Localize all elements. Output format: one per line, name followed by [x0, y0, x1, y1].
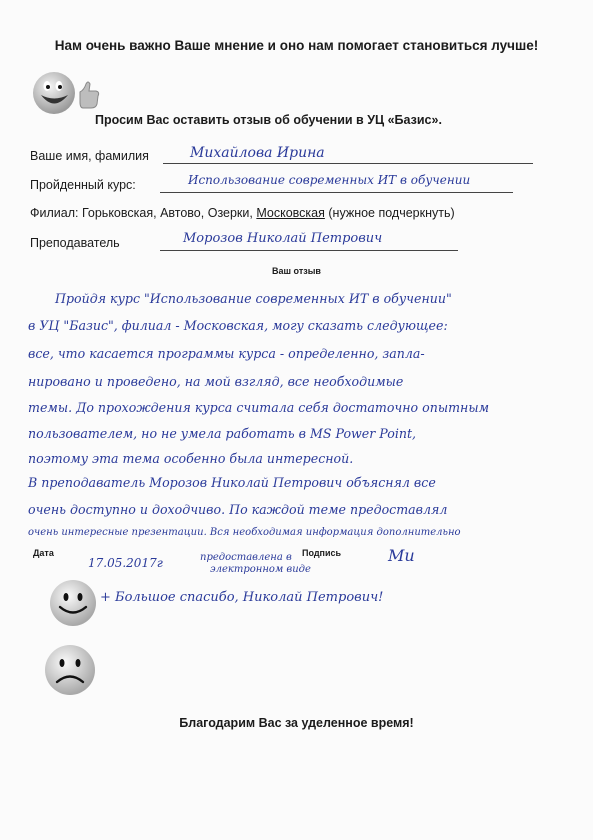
teacher-underline — [160, 250, 458, 251]
date-value[interactable]: 17.05.2017г — [88, 556, 163, 570]
branch-option-moskovskaya[interactable]: Московская — [256, 206, 325, 220]
provided-note-line-1: предоставлена в — [200, 552, 292, 563]
branch-row — [30, 206, 455, 220]
branch-option-gorkovskaya[interactable]: Горьковская, — [81, 206, 157, 220]
branch-option-ozerki[interactable]: Озерки, — [207, 206, 253, 220]
feedback-line: поэтому эта тема особенно была интересной. — [28, 451, 354, 466]
provided-note-line-2: электронном виде — [210, 564, 311, 575]
branch-label: Филиал: — [30, 206, 79, 220]
feedback-line: нировано и проведено, на мой взгляд, все необходимые — [28, 374, 404, 389]
feedback-line: в УЦ "Базис", филиал - Московская, могу сказать следующее: — [28, 318, 448, 333]
feedback-line: темы. До прохождения курса считала себя достаточно опытным — [28, 400, 490, 415]
course-label: Пройденный курс: — [30, 178, 136, 192]
sad-smiley-icon[interactable] — [42, 642, 98, 698]
feedback-line: очень интересные презентации. Вся необходимая информация дополнительно — [28, 527, 461, 538]
feedback-line: В преподаватель Морозов Николай Петрович объяснял все — [28, 475, 436, 490]
branch-option-avtovo[interactable]: Автово, — [160, 206, 205, 220]
headline: Нам очень важно Ваше мнение и оно нам помогает становиться лучше! — [54, 38, 539, 53]
feedback-line: пользователем, но не умела работать в MS Power Point, — [28, 426, 417, 441]
thumbs-up-smiley-icon — [28, 68, 106, 118]
feedback-line: все, что касается программы курса - определенно, запла- — [28, 346, 425, 361]
teacher-value[interactable]: Морозов Николай Петрович — [183, 231, 383, 246]
name-label: Ваше имя, фамилия — [30, 149, 149, 163]
name-value[interactable]: Михайлова Ирина — [190, 145, 325, 161]
date-label: Дата — [33, 548, 54, 558]
happy-comment: + Большое спасибо, Николай Петрович! — [100, 590, 384, 605]
happy-smiley-icon[interactable] — [48, 578, 98, 628]
feedback-line: Пройдя курс "Использование современных ИТ в обучении" — [55, 291, 452, 306]
subtitle: Просим Вас оставить отзыв об обучении в УЦ «Базис». — [95, 113, 442, 127]
teacher-label: Преподаватель — [30, 236, 120, 250]
course-value[interactable]: Использование современных ИТ в обучении — [188, 173, 471, 187]
branch-note: (нужное подчеркнуть) — [328, 206, 455, 220]
feedback-title: Ваш отзыв — [272, 266, 321, 276]
course-underline — [160, 192, 513, 193]
signature-value[interactable]: Mu — [388, 546, 415, 565]
name-underline — [163, 163, 533, 164]
feedback-line: очень доступно и доходчиво. По каждой теме предоставлял — [28, 502, 448, 517]
signature-label: Подпись — [302, 548, 342, 558]
thanks-footer: Благодарим Вас за уделенное время! — [179, 716, 414, 730]
